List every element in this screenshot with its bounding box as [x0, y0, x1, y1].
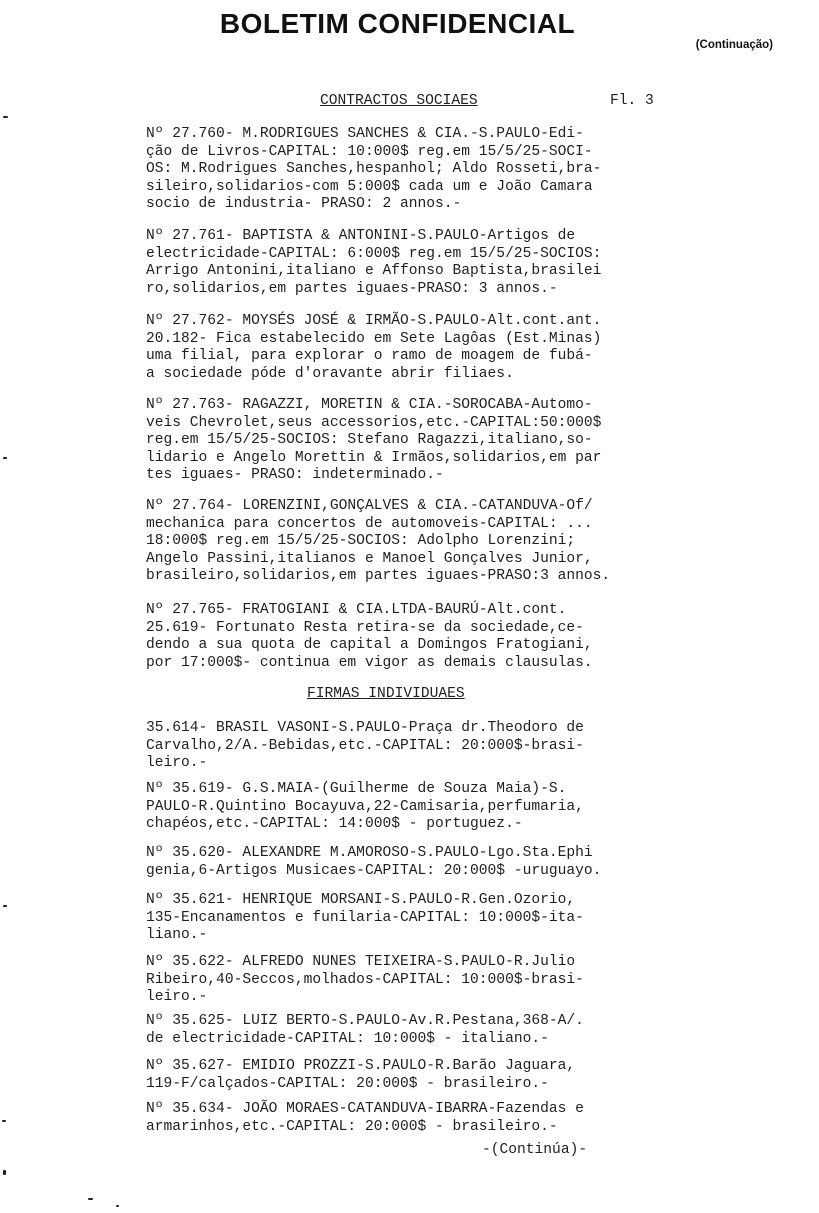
- entry-line: chapéos,etc.-CAPITAL: 14:000$ - portuguez.-: [146, 816, 523, 833]
- contrato-entry-27763: [146, 397, 686, 485]
- entry-line: 135-Encanamentos e funilaria-CAPITAL: 10:000$-ita-: [146, 909, 584, 926]
- entry-line: Nº 35.620- ALEXANDRE M.AMOROSO-S.PAULO-Lgo.Sta.Ephi: [146, 845, 593, 861]
- entry-line: 25.619- Fortunato Resta retira-se da sociedade,ce-: [146, 619, 584, 636]
- entry-line: Nº 27.762- MOYSÉS JOSÉ & IRMÃO-S.PAULO-Alt.cont.ant.: [146, 313, 602, 329]
- entry-line: armarinhos,etc.-CAPITAL: 20:000$ - brasileiro.-: [146, 1118, 558, 1135]
- firma-entry-35622: [146, 954, 686, 1007]
- entry-line: Nº 35.622- ALFREDO NUNES TEIXEIRA-S.PAULO-R.Julio: [146, 954, 576, 970]
- firma-entry-35620: [146, 845, 686, 880]
- entry-line: ro,solidarios,em partes iguaes-PRASO: 3 annos.-: [146, 280, 558, 297]
- entry-line: Nº 27.763- RAGAZZI, MORETIN & CIA.-SOROCABA-Automo-: [146, 397, 593, 413]
- section-title-contratos: CONTRACTOS SOCIAES: [320, 93, 478, 109]
- entry-line: Ribeiro,40-Seccos,molhados-CAPITAL: 10:000$-brasi-: [146, 971, 584, 988]
- contrato-entry-27762: [146, 313, 686, 383]
- contrato-entry-27764: [146, 498, 686, 586]
- scan-speck: [116, 1205, 119, 1207]
- scan-speck: [3, 905, 7, 907]
- entry-line: Nº 27.765- FRATOGIANI & CIA.LTDA-BAURÚ-Alt.cont.: [146, 602, 567, 618]
- entry-line: por 17:000$- continua em vigor as demais clausulas.: [146, 654, 593, 671]
- entry-line: Carvalho,2/A.-Bebidas,etc.-CAPITAL: 20:000$-brasi-: [146, 737, 584, 754]
- entry-line: Nº 27.764- LORENZINI,GONÇALVES & CIA.-CATANDUVA-Of/: [146, 498, 593, 514]
- entry-line: sileiro,solidarios-com 5:000$ cada um e João Camara: [146, 178, 593, 195]
- firma-entry-35619: [146, 781, 686, 834]
- entry-line: uma filial, para explorar o ramo de moagem de fubá-: [146, 348, 593, 365]
- entry-line: dendo a sua quota de capital a Domingos Fratogiani,: [146, 637, 593, 654]
- continuation-label: (Continuação): [695, 39, 773, 51]
- contrato-entry-27761: [146, 228, 686, 298]
- firma-entry-35625: [146, 1013, 686, 1048]
- entry-line: brasileiro,solidarios,em partes iguaes-PRASO:3 annos.: [146, 568, 611, 585]
- section-title-firmas: FIRMAS INDIVIDUAES: [307, 686, 465, 702]
- continua-label: -(Continúa)-: [482, 1142, 588, 1158]
- entry-line: ção de Livros-CAPITAL: 10:000$ reg.em 15/5/25-SOCI-: [146, 143, 593, 160]
- entry-line: Nº 27.761- BAPTISTA & ANTONINI-S.PAULO-Artigos de: [146, 228, 576, 244]
- scan-speck: [2, 1120, 6, 1122]
- entry-line: PAULO-R.Quintino Bocayuva,22-Camisaria,perfumaria,: [146, 798, 584, 815]
- entry-line: Nº 27.760- M.RODRIGUES SANCHES & CIA.-S.PAULO-Edi-: [146, 126, 584, 142]
- entry-line: Nº 35.627- EMIDIO PROZZI-S.PAULO-R.Barão Jaguara,: [146, 1058, 576, 1074]
- entry-line: OS: M.Rodrigues Sanches,hespanhol; Aldo Rosseti,bra-: [146, 161, 602, 178]
- entry-line: reg.em 15/5/25-SOCIOS: Stefano Ragazzi,italiano,so-: [146, 432, 593, 449]
- page-number: Fl. 3: [610, 93, 654, 109]
- entry-line: leiro.-: [146, 755, 208, 772]
- entry-line: 18:000$ reg.em 15/5/25-SOCIOS: Adolpho Lorenzini;: [146, 533, 576, 550]
- entry-line: lidario e Angelo Morettin & Irmãos,solidarios,em par: [146, 449, 602, 466]
- contrato-entry-27760: [146, 126, 686, 214]
- entry-line: Nº 35.634- JOÃO MORAES-CATANDUVA-IBARRA-Fazendas e: [146, 1101, 584, 1117]
- firma-entry-35627: [146, 1058, 686, 1093]
- scan-speck: [3, 1170, 6, 1175]
- firma-entry-35614: [146, 720, 686, 773]
- entry-line: veis Chevrolet,seus accessorios,etc.-CAPITAL:50:000$: [146, 414, 602, 431]
- document-title: BOLETIM CONFIDENCIAL: [219, 8, 576, 39]
- entry-line: electricidade-CAPITAL: 6:000$ reg.em 15/5/25-SOCIOS:: [146, 245, 602, 262]
- entry-line: 35.614- BRASIL VASONI-S.PAULO-Praça dr.Theodoro de: [146, 720, 584, 736]
- entry-line: socio de industria- PRASO: 2 annos.-: [146, 196, 462, 213]
- contrato-entry-27765: [146, 602, 686, 672]
- entry-line: Nº 35.621- HENRIQUE MORSANI-S.PAULO-R.Gen.Ozorio,: [146, 892, 576, 908]
- scan-speck: [3, 116, 8, 118]
- firma-entry-35621: [146, 892, 686, 945]
- entry-line: Nº 35.625- LUIZ BERTO-S.PAULO-Av.R.Pestana,368-A/.: [146, 1013, 584, 1029]
- firma-entry-35634: [146, 1101, 686, 1136]
- entry-line: leiro.-: [146, 989, 208, 1006]
- entry-line: Arrigo Antonini,italiano e Affonso Baptista,brasilei: [146, 263, 602, 280]
- entry-line: tes iguaes- PRASO: indeterminado.-: [146, 467, 444, 484]
- scan-speck: [3, 457, 7, 459]
- entry-line: genia,6-Artigos Musicaes-CAPITAL: 20:000$ -uruguayo.: [146, 862, 602, 879]
- entry-line: mechanica para concertos de automoveis-CAPITAL: ...: [146, 515, 593, 532]
- entry-line: liano.-: [146, 927, 208, 944]
- entry-line: 20.182- Fica estabelecido em Sete Lagôas (Est.Minas): [146, 330, 602, 347]
- entry-line: Nº 35.619- G.S.MAIA-(Guilherme de Souza Maia)-S.: [146, 781, 567, 797]
- scan-speck: [88, 1198, 93, 1200]
- entry-line: 119-F/calçados-CAPITAL: 20:000$ - brasileiro.-: [146, 1075, 549, 1092]
- entry-line: Angelo Passini,italianos e Manoel Gonçalves Junior,: [146, 550, 593, 567]
- entry-line: de electricidade-CAPITAL: 10:000$ - italiano.-: [146, 1030, 549, 1047]
- entry-line: a sociedade póde d'oravante abrir filiaes.: [146, 365, 514, 382]
